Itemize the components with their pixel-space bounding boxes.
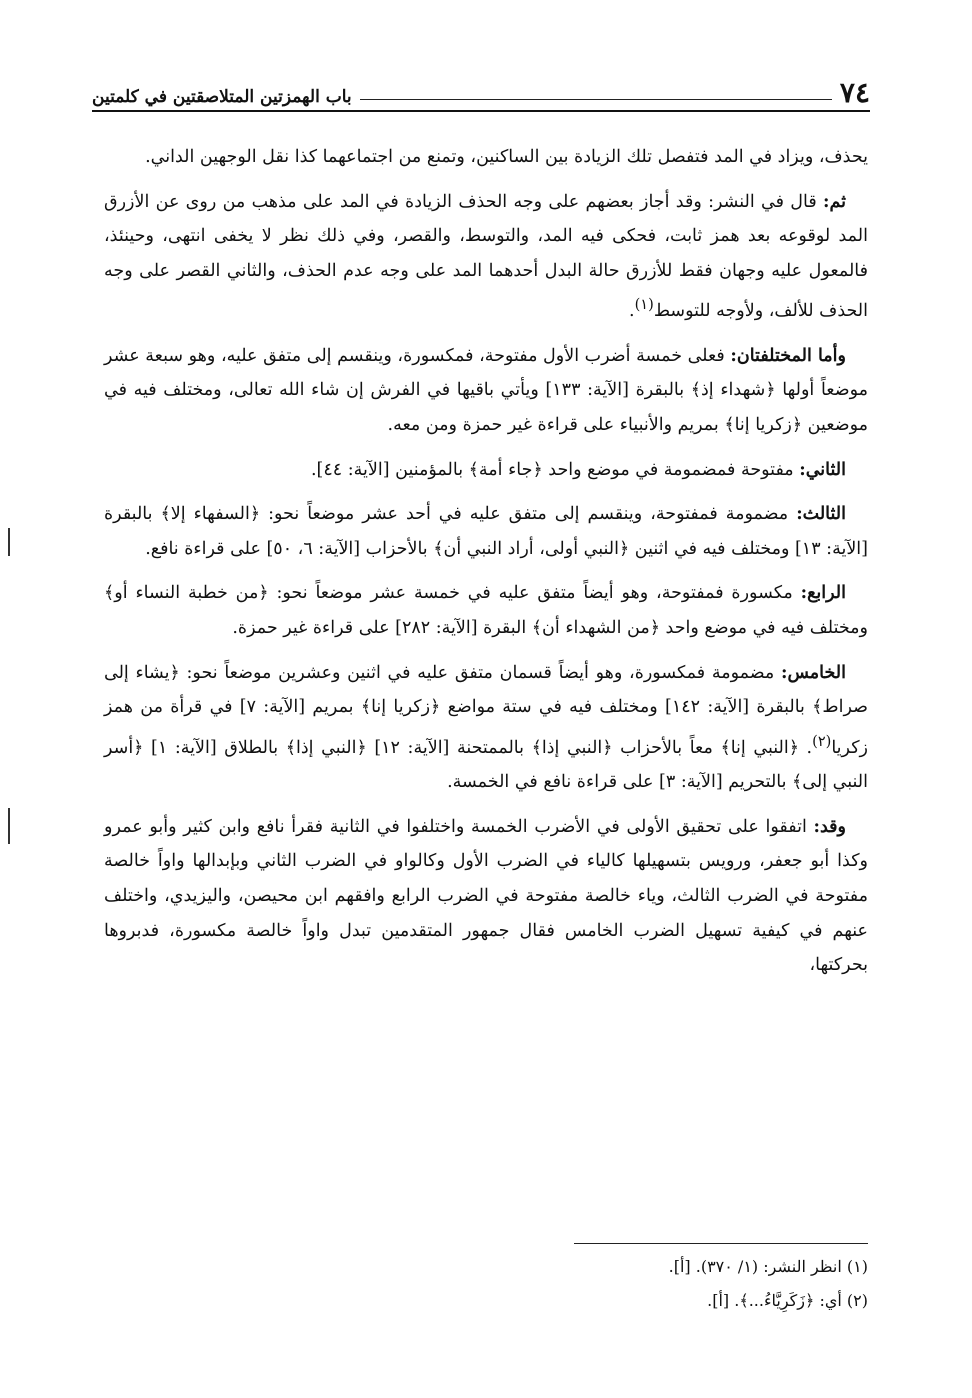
footnotes — [104, 1250, 868, 1318]
paragraph — [104, 140, 868, 175]
paragraph — [104, 656, 868, 800]
scan-margin-mark — [8, 528, 10, 556]
paragraph-text: مضمومة فمكسورة، وهو أيضاً قسمان متفق عليه في اثنين وعشرين موضعاً نحو: ﴿يشاء إلى صراط﴾ بالبقرة [الآية: ١٤٢] ومختلف فيه في ستة مواضع ﴿زكريا إنا﴾ بمريم [الآية: ٧] في قرأة من همز زكريا — [104, 662, 868, 758]
footnote-rule — [574, 1243, 868, 1244]
paragraph-end: . — [629, 301, 635, 322]
paragraph — [104, 185, 868, 329]
paragraph-text: يحذف، ويزاد في المد فتفصل تلك الزيادة بين الساكنين، وتمنع من اجتماعهما كذا نقل الوجهين الداني. — [145, 147, 868, 167]
paragraph-lead: ثم: — [823, 191, 846, 212]
paragraph-lead: وأما المختلفتان: — [730, 345, 846, 366]
paragraph-text: مفتوحة فمضمومة في موضع واحد ﴿جاء أمة﴾ بالمؤمنين [الآية: ٤٤]. — [310, 459, 794, 480]
paragraph-lead: وقد: — [813, 816, 846, 837]
paragraph — [104, 453, 868, 488]
paragraph-text: اتفقوا على تحقيق الأولى في الأضرب الخمسة واختلفوا في الثانية فقرأ نافع وابن كثير وأبو عمرو وكذا أبو جعفر، ورويس بتسهيلها كالياء في الضرب الأول وكالواو في الضرب الثاني وبإبدالها واواً خالصة مفتوحة في الضرب الثالث، وياء خالصة مفتوحة في الضرب الرابع وافقهم ابن محيصن، واليزيدي، واختلف عنهم في كيفية تسهيل الضرب الخامس فقال جمهور المتقدمين تبدل واواً خالصة مكسورة، فدبروها بحركتها، — [104, 816, 868, 976]
paragraph-text: مكسورة فمفتوحة، وهو أيضاً متفق عليه في خمسة عشر موضعاً نحو: ﴿من خطبة النساء أو﴾ ومختلف فيه في موضع واحد ﴿من الشهداء أن﴾ البقرة [الآية: ٢٨٢] على قراءة غير حمزة. — [104, 583, 868, 638]
paragraph-text: مضمومة فمفتوحة، وينقسم إلى متفق عليه في أحد عشر موضعاً نحو: ﴿السفهاء إلا﴾ بالبقرة [الآية: ١٣] ومختلف فيه في اثنين ﴿النبي أولى، أراد النبي أن﴾ بالأحزاب [الآية: ٦، ٥٠] على قراءة نافع. — [104, 504, 868, 559]
scan-margin-mark — [8, 808, 10, 844]
body-text — [104, 140, 868, 993]
paragraph-lead: الخامس: — [781, 662, 846, 683]
paragraph-lead: الرابع: — [800, 583, 846, 604]
footnote: (٢) أي: ﴿زَكَرِيَّاءُ...﴾. [أ]. — [707, 1291, 868, 1310]
paragraph — [104, 810, 868, 983]
footnote: (١) انظر النشر: (١/ ٣٧٠). [أ]. — [668, 1257, 868, 1276]
chapter-title: باب الهمزتين المتلاصقتين في كلمتين — [92, 87, 352, 107]
paragraph — [104, 497, 868, 566]
paragraph — [104, 339, 868, 443]
paragraph-lead: الثالث: — [796, 504, 846, 525]
footnote-ref: (٢) — [812, 732, 832, 750]
header-rule — [92, 110, 870, 112]
paragraph — [104, 576, 868, 645]
paragraph-lead: الثاني: — [799, 459, 846, 480]
paragraph-end: . ﴿النبي إنا﴾ معاً بالأحزاب ﴿النبي إذا﴾ بالممتحنة [الآية: ١٢] ﴿النبي إذا﴾ بالطلاق [الآية: ١] ﴿أسر النبي إلى﴾ بالتحريم [الآية: ٣] على قراءة نافع في الخمسة. — [104, 737, 868, 793]
page-number: ٧٤ — [839, 76, 870, 109]
footnote-ref: (١) — [634, 296, 654, 314]
paragraph-text: قال في النشر: وقد أجاز بعضهم على وجه الحذف الزيادة في المد على مذهب من روى عن الأزرق المد لوقوعه بعد همز ثابت، فحكى فيه المد، والتوسط، والقصر، وفي ذلك نظر لا يخفى انتهى، وحينئذ، فالمعول عليه وجهان فقط للأزرق حالة البدل أحدهما المد على وجه عدم الحذف، والثاني القصر على وجه الحذف للألف، ولأوجه للتوسط — [104, 191, 868, 322]
paragraph-text: فعلى خمسة أضرب الأول مفتوحة، فمكسورة، وينقسم إلى متفق عليه، وهو سبعة عشر موضعاً أولها ﴿شهداء إذ﴾ بالبقرة [الآية: ١٣٣] ويأتي باقيها في الفرش إن شاء الله تعالى، ومختلف فيه في موضعين ﴿زكريا إنا﴾ بمريم والأنبياء على قراءة غير حمزة ومن معه. — [104, 345, 868, 435]
running-header — [92, 74, 870, 108]
header-dash-line — [360, 99, 832, 100]
